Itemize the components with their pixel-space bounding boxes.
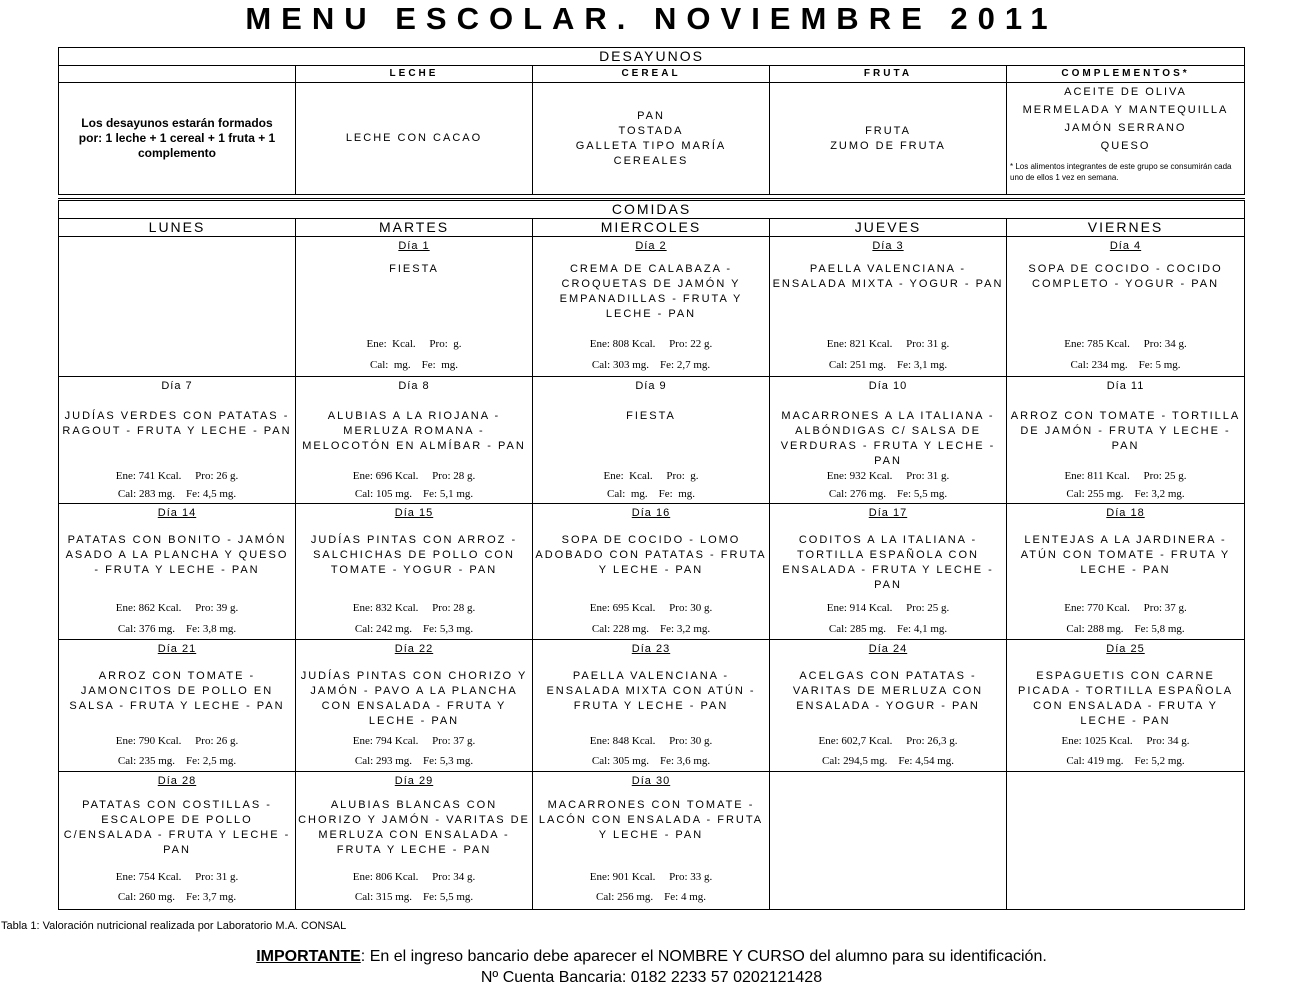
day-label: Día 3 xyxy=(872,240,904,252)
calcium-iron: Cal: mg. Fe: mg. xyxy=(370,359,458,371)
dish-description: JUDÍAS PINTAS CON ARROZ - SALCHICHAS DE POLLO CON TOMATE - YOGUR - PAN xyxy=(310,534,518,576)
calcium-iron: Cal: 255 mg. Fe: 3,2 mg. xyxy=(1066,488,1185,500)
day-cell xyxy=(770,377,1007,504)
day-label: Día 22 xyxy=(394,643,434,655)
cereal-item: PAN xyxy=(637,109,665,122)
day-cell xyxy=(1007,640,1245,772)
fruta-item: FRUTA xyxy=(865,124,911,137)
complemento-item: JAMÓN SERRANO xyxy=(1064,122,1187,134)
cereal-item: TOSTADA xyxy=(618,124,684,137)
column-header-fruta: FRUTA xyxy=(770,66,1007,83)
fruta-item: ZUMO DE FRUTA xyxy=(830,139,946,152)
dish-description: PATATAS CON COSTILLAS - ESCALOPE DE POLLO C/ENSALADA - FRUTA Y LECHE - PAN xyxy=(63,799,291,856)
lunch-table xyxy=(58,198,1245,910)
day-cell xyxy=(296,772,533,910)
energy-protein: Ene: 811 Kcal. Pro: 25 g. xyxy=(1064,470,1187,482)
dish-description: JUDÍAS VERDES CON PATATAS - RAGOUT - FRUTA Y LECHE - PAN xyxy=(62,410,292,437)
empty-day-cell xyxy=(59,237,296,377)
calcium-iron: Cal: 315 mg. Fe: 5,5 mg. xyxy=(354,891,474,903)
energy-protein: Ene: 821 Kcal. Pro: 31 g. xyxy=(826,338,950,350)
day-label: Día 16 xyxy=(631,507,671,519)
energy-protein: Ene: 848 Kcal. Pro: 30 g. xyxy=(589,735,713,747)
dish-description: MACARRONES A LA ITALIANA - ALBÓNDIGAS C/ SALSA DE VERDURAS - FRUTA Y LECHE - PAN xyxy=(780,410,996,467)
day-cell xyxy=(770,237,1007,377)
empty-day-cell xyxy=(770,772,1007,910)
day-cell xyxy=(59,640,296,772)
dish-description: CODITOS A LA ITALIANA - TORTILLA ESPAÑOLA CON ENSALADA - FRUTA Y LECHE - PAN xyxy=(782,534,994,591)
breakfast-header: DESAYUNOS xyxy=(59,48,1245,66)
table-caption: Tabla 1: Valoración nutricional realizada por Laboratorio M.A. CONSAL xyxy=(1,920,347,932)
calcium-iron: Cal: 251 mg. Fe: 3,1 mg. xyxy=(828,359,948,371)
day-label: Día 9 xyxy=(635,380,667,392)
energy-protein: Ene: 770 Kcal. Pro: 37 g. xyxy=(1064,602,1187,614)
breakfast-table xyxy=(58,47,1245,195)
calcium-iron: Cal: 283 mg. Fe: 4,5 mg. xyxy=(117,488,237,500)
energy-protein: Ene: Kcal. Pro: g. xyxy=(366,338,462,350)
day-cell xyxy=(296,237,533,377)
calcium-iron: Cal: 242 mg. Fe: 5,3 mg. xyxy=(354,623,474,635)
day-cell xyxy=(1007,237,1245,377)
lunch-header: COMIDAS xyxy=(59,200,1245,219)
column-header-cereal: CEREAL xyxy=(533,66,770,83)
day-label: Día 29 xyxy=(394,775,434,787)
energy-protein: Ene: 790 Kcal. Pro: 26 g. xyxy=(115,735,239,747)
day-cell xyxy=(59,377,296,504)
day-label: Día 17 xyxy=(868,507,908,519)
breakfast-note-cell xyxy=(59,83,296,195)
week-row xyxy=(59,640,1245,772)
column-header-complementos: COMPLEMENTOS* xyxy=(1007,66,1245,83)
complemento-item: MERMELADA Y MANTEQUILLA xyxy=(1022,104,1229,116)
calcium-iron: Cal: 235 mg. Fe: 2,5 mg. xyxy=(117,755,237,767)
dish-description: ALUBIAS BLANCAS CON CHORIZO Y JAMÓN - VARITAS DE MERLUZA CON ENSALADA - FRUTA Y LECHE - PAN xyxy=(298,799,530,856)
dish-description: PAELLA VALENCIANA - ENSALADA MIXTA - YOGUR - PAN xyxy=(772,263,1004,290)
cereal-item: CEREALES xyxy=(613,154,689,167)
dish-description: ARROZ CON TOMATE - JAMONCITOS DE POLLO EN SALSA - FRUTA Y LECHE - PAN xyxy=(69,670,285,712)
day-label: Día 28 xyxy=(157,775,197,787)
cereal-item: GALLETA TIPO MARÍA xyxy=(575,139,727,152)
energy-protein: Ene: 794 Kcal. Pro: 37 g. xyxy=(352,735,476,747)
dish-description: MACARRONES CON TOMATE - LACÓN CON ENSALADA - FRUTA Y LECHE - PAN xyxy=(538,799,764,841)
day-header-viernes: VIERNES xyxy=(1007,219,1245,237)
dish-description: JUDÍAS PINTAS CON CHORIZO Y JAMÓN - PAVO A LA PLANCHA CON ENSALADA - FRUTA Y LECHE - PAN xyxy=(300,670,528,727)
page-title: MENU ESCOLAR. NOVIEMBRE 2011 xyxy=(245,1,1058,36)
energy-protein: Ene: 832 Kcal. Pro: 28 g. xyxy=(352,602,476,614)
day-cell xyxy=(533,237,770,377)
calcium-iron: Cal: 305 mg. Fe: 3,6 mg. xyxy=(591,755,711,767)
complementos-cell xyxy=(1007,83,1245,195)
calcium-iron: Cal: 285 mg. Fe: 4,1 mg. xyxy=(828,623,948,635)
day-label: Día 25 xyxy=(1106,643,1145,655)
calcium-iron: Cal: 228 mg. Fe: 3,2 mg. xyxy=(591,623,711,635)
dish-description: FIESTA xyxy=(389,263,439,275)
day-label: Día 11 xyxy=(1106,380,1145,392)
energy-protein: Ene: 901 Kcal. Pro: 33 g. xyxy=(589,871,713,883)
energy-protein: Ene: 914 Kcal. Pro: 25 g. xyxy=(826,602,950,614)
breakfast-note: Los desayunos estarán formados por: 1 leche + 1 cereal + 1 fruta + 1 complemento xyxy=(78,116,276,160)
day-cell xyxy=(1007,377,1245,504)
day-header-lunes: LUNES xyxy=(59,219,296,237)
energy-protein: Ene: 808 Kcal. Pro: 22 g. xyxy=(589,338,713,350)
complemento-item: ACEITE DE OLIVA xyxy=(1064,86,1187,98)
energy-protein: Ene: 754 Kcal. Pro: 31 g. xyxy=(115,871,239,883)
calcium-iron: Cal: 303 mg. Fe: 2,7 mg. xyxy=(591,359,711,371)
day-cell xyxy=(296,377,533,504)
day-label: Día 8 xyxy=(398,380,430,392)
day-header-martes: MARTES xyxy=(296,219,533,237)
week-row xyxy=(59,237,1245,377)
day-cell xyxy=(533,640,770,772)
calcium-iron: Cal: 294,5 mg. Fe: 4,54 mg. xyxy=(822,755,954,767)
day-label: Día 15 xyxy=(394,507,434,519)
calcium-iron: Cal: 260 mg. Fe: 3,7 mg. xyxy=(117,891,237,903)
complemento-item: QUESO xyxy=(1100,140,1151,152)
energy-protein: Ene: 785 Kcal. Pro: 34 g. xyxy=(1064,338,1187,350)
calcium-iron: Cal: 376 mg. Fe: 3,8 mg. xyxy=(117,623,237,635)
calcium-iron: Cal: mg. Fe: mg. xyxy=(607,488,695,500)
important-notice xyxy=(0,947,1303,967)
calcium-iron: Cal: 256 mg. Fe: 4 mg. xyxy=(596,891,706,903)
day-label: Día 10 xyxy=(868,380,908,392)
leche-cell xyxy=(296,83,533,195)
bank-account: Nº Cuenta Bancaria: 0182 2233 57 0202121428 xyxy=(480,969,823,986)
day-label: Día 18 xyxy=(1106,507,1145,519)
energy-protein: Ene: 1025 Kcal. Pro: 34 g. xyxy=(1061,735,1190,747)
fruta-cell xyxy=(770,83,1007,195)
energy-protein: Ene: 602,7 Kcal. Pro: 26,3 g. xyxy=(818,735,958,747)
day-cell xyxy=(533,377,770,504)
column-header-leche: LECHE xyxy=(296,66,533,83)
energy-protein: Ene: 806 Kcal. Pro: 34 g. xyxy=(352,871,476,883)
day-header-miercoles: MIERCOLES xyxy=(533,219,770,237)
day-header-jueves: JUEVES xyxy=(770,219,1007,237)
dish-description: FIESTA xyxy=(626,410,676,422)
dish-description: LENTEJAS A LA JARDINERA - ATÚN CON TOMATE - FRUTA Y LECHE - PAN xyxy=(1020,534,1231,576)
day-label: Día 4 xyxy=(1109,240,1142,252)
day-label: Día 1 xyxy=(398,240,430,252)
leche-item: LECHE CON CACAO xyxy=(345,132,483,144)
dish-description: PAELLA VALENCIANA - ENSALADA MIXTA CON ATÚN - FRUTA Y LECHE - PAN xyxy=(546,670,756,712)
calcium-iron: Cal: 293 mg. Fe: 5,3 mg. xyxy=(354,755,474,767)
day-cell xyxy=(1007,504,1245,640)
calcium-iron: Cal: 288 mg. Fe: 5,8 mg. xyxy=(1066,623,1185,635)
dish-description: ESPAGUETIS CON CARNE PICADA - TORTILLA ESPAÑOLA CON ENSALADA - FRUTA Y LECHE - PAN xyxy=(1018,670,1234,727)
calcium-iron: Cal: 105 mg. Fe: 5,1 mg. xyxy=(354,488,474,500)
day-cell xyxy=(296,504,533,640)
energy-protein: Ene: 741 Kcal. Pro: 26 g. xyxy=(115,470,239,482)
day-label: Día 24 xyxy=(868,643,908,655)
energy-protein: Ene: 696 Kcal. Pro: 28 g. xyxy=(352,470,476,482)
calcium-iron: Cal: 234 mg. Fe: 5 mg. xyxy=(1070,359,1181,371)
calcium-iron: Cal: 276 mg. Fe: 5,5 mg. xyxy=(828,488,948,500)
energy-protein: Ene: 695 Kcal. Pro: 30 g. xyxy=(589,602,713,614)
day-label: Día 21 xyxy=(157,643,197,655)
day-cell xyxy=(770,640,1007,772)
energy-protein: Ene: 862 Kcal. Pro: 39 g. xyxy=(115,602,239,614)
important-label: IMPORTANTE xyxy=(256,948,361,965)
dish-description: ARROZ CON TOMATE - TORTILLA DE JAMÓN - FRUTA Y LECHE - PAN xyxy=(1010,410,1241,452)
empty-day-cell xyxy=(1007,772,1245,910)
important-text: : En el ingreso bancario debe aparecer el NOMBRE Y CURSO del alumno para su identificación. xyxy=(360,948,1047,965)
calcium-iron: Cal: 419 mg. Fe: 5,2 mg. xyxy=(1066,755,1185,767)
energy-protein: Ene: 932 Kcal. Pro: 31 g. xyxy=(826,470,950,482)
dish-description: CREMA DE CALABAZA - CROQUETAS DE JAMÓN Y EMPANADILLAS - FRUTA Y LECHE - PAN xyxy=(559,263,743,320)
complementos-footnote: * Los alimentos integrantes de este grupo se consumirán cada uno de ellos 1 vez en semana. xyxy=(1010,162,1232,182)
dish-description: PATATAS CON BONITO - JAMÓN ASADO A LA PLANCHA Y QUESO - FRUTA Y LECHE - PAN xyxy=(65,534,289,576)
day-label: Día 7 xyxy=(161,380,193,392)
day-cell xyxy=(296,640,533,772)
day-label: Día 23 xyxy=(631,643,671,655)
energy-protein: Ene: Kcal. Pro: g. xyxy=(603,470,699,482)
week-row xyxy=(59,504,1245,640)
day-cell xyxy=(770,504,1007,640)
day-cell xyxy=(533,504,770,640)
week-row xyxy=(59,377,1245,504)
dish-description: ALUBIAS A LA RIOJANA - MERLUZA ROMANA - MELOCOTÓN EN ALMÍBAR - PAN xyxy=(302,410,526,452)
breakfast-blank-header xyxy=(59,66,296,83)
dish-description: SOPA DE COCIDO - COCIDO COMPLETO - YOGUR - PAN xyxy=(1028,263,1223,290)
week-row xyxy=(59,772,1245,910)
day-label: Día 2 xyxy=(635,240,667,252)
day-cell xyxy=(533,772,770,910)
day-label: Día 30 xyxy=(631,775,671,787)
dish-description: ACELGAS CON PATATAS - VARITAS DE MERLUZA CON ENSALADA - YOGUR - PAN xyxy=(792,670,984,712)
cereal-cell xyxy=(533,83,770,195)
dish-description: SOPA DE COCIDO - LOMO ADOBADO CON PATATAS - FRUTA Y LECHE - PAN xyxy=(535,534,767,576)
day-cell xyxy=(59,772,296,910)
day-label: Día 14 xyxy=(157,507,197,519)
day-cell xyxy=(59,504,296,640)
